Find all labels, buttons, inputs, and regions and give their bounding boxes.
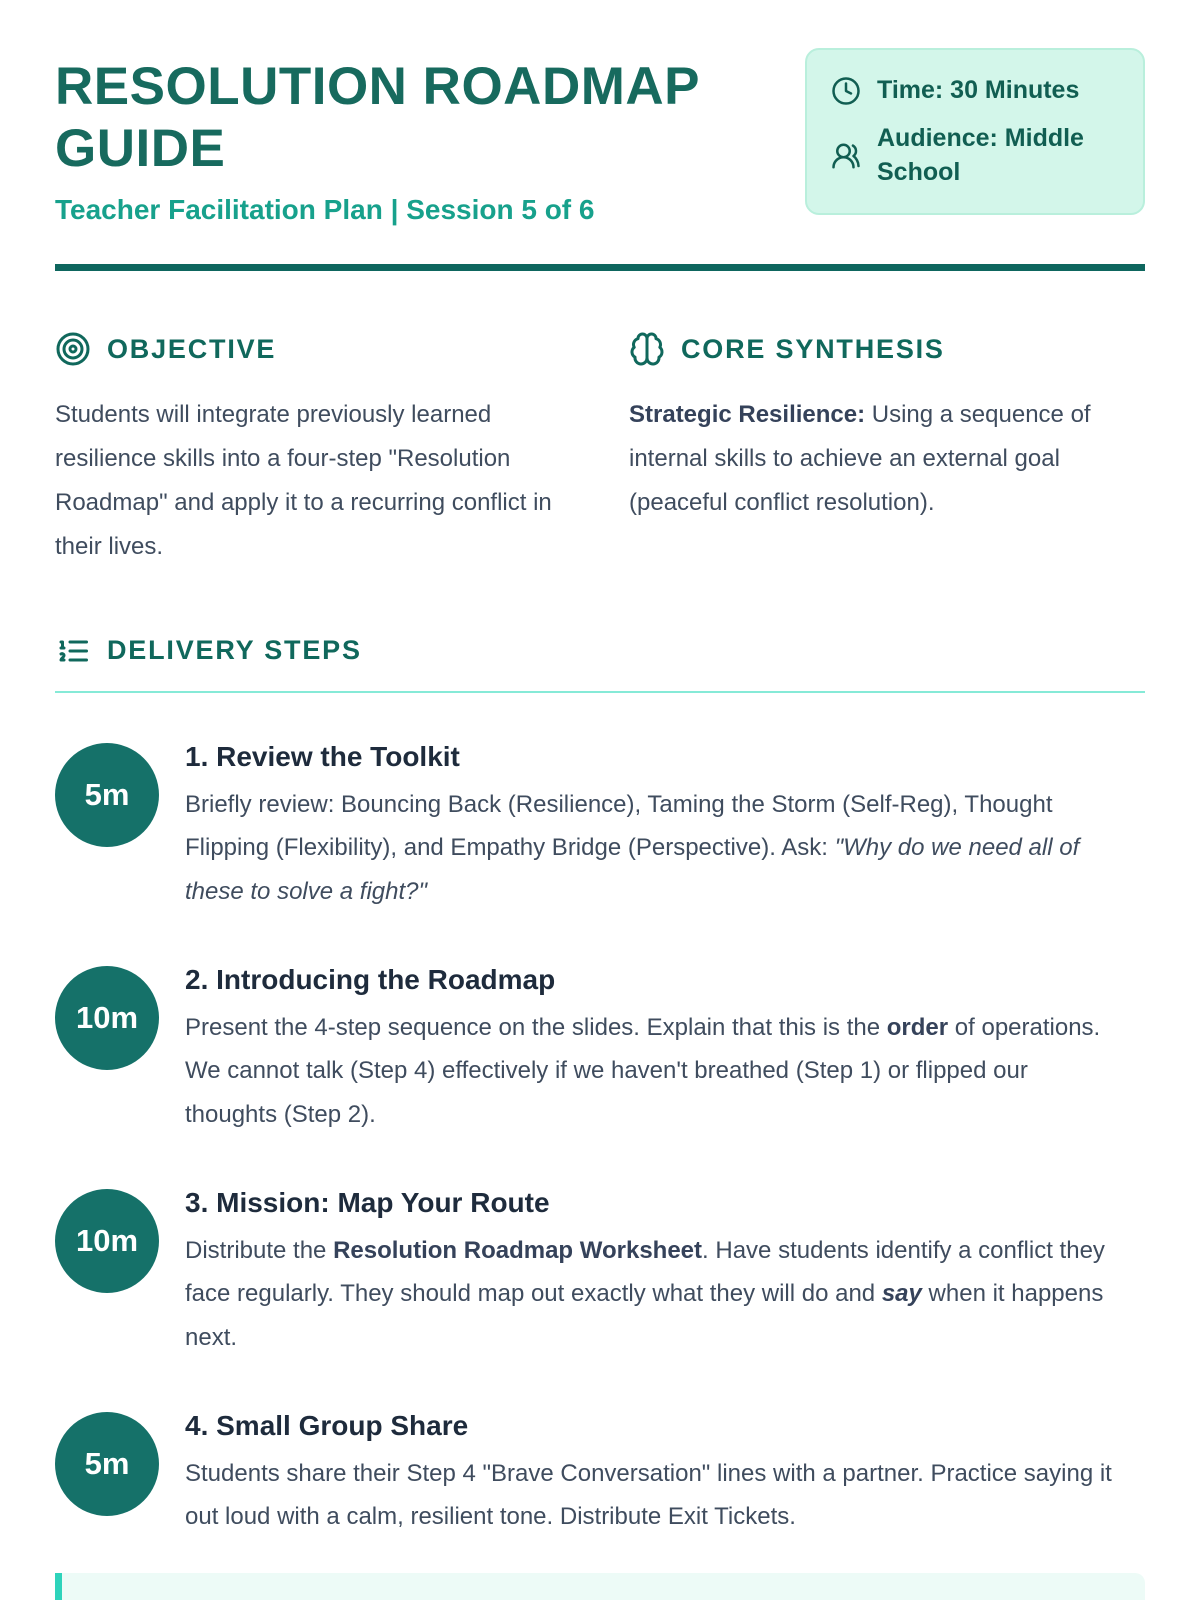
clock-icon: [831, 76, 861, 106]
delivery-step: [55, 1404, 1145, 1539]
time-label: Time: 30 Minutes: [877, 76, 1080, 104]
ordered-list-icon: [55, 633, 91, 669]
audience-row: [831, 122, 1119, 190]
header-title-block: [55, 46, 790, 226]
delivery-steps-list: [55, 735, 1145, 1539]
step-duration-badge: 5m: [55, 1412, 159, 1516]
delivery-steps-heading: [55, 633, 1145, 669]
step-duration-badge: 10m: [55, 966, 159, 1070]
objective-body: Students will integrate previously learned resilience skills into a four-step "Resolution Roadmap" and apply it to a recurring conflict in their lives.: [55, 401, 552, 560]
step-duration-badge: 5m: [55, 743, 159, 847]
step-content: [185, 1181, 1125, 1360]
core-synthesis-heading: [629, 331, 1145, 367]
core-synthesis-section: [629, 331, 1145, 569]
brain-icon: [629, 331, 665, 367]
step-title: 2. Introducing the Roadmap: [185, 963, 556, 995]
header-divider: [55, 264, 1145, 271]
objective-heading-label: OBJECTIVE: [107, 333, 277, 364]
step-content: [185, 958, 1125, 1137]
delivery-step: [55, 958, 1145, 1137]
core-synthesis-body: Strategic Resilience: Using a sequence of internal skills to achieve an external goal (peaceful conflict resolution).: [629, 401, 1091, 516]
users-icon: [831, 141, 861, 171]
audience-label: Audience: Middle School: [877, 123, 1084, 186]
step-description: Distribute the Resolution Roadmap Worksheet. Have students identify a conflict they face regularly. They should map out exactly what they will do and say when it happens next.: [185, 1236, 1105, 1351]
delivery-step: [55, 1181, 1145, 1360]
step-content: [185, 735, 1125, 914]
session-info-badge: [805, 48, 1145, 215]
time-row: [831, 74, 1119, 108]
target-icon: [55, 331, 91, 367]
page-title: RESOLUTION ROADMAP GUIDE: [55, 57, 700, 178]
step-description: Present the 4-step sequence on the slides. Explain that this is the order of operations. We cannot talk (Step 4) effectively if we haven't breathed (Step 1) or flipped our thoughts (Step 2).: [185, 1013, 1101, 1128]
step-title: 3. Mission: Map Your Route: [185, 1186, 550, 1218]
delivery-step: [55, 735, 1145, 914]
core-synthesis-heading-label: CORE SYNTHESIS: [681, 333, 945, 364]
step-title: 4. Small Group Share: [185, 1409, 469, 1441]
step-description: Students share their Step 4 "Brave Conversation" lines with a partner. Practice saying it out loud with a calm, resilient tone. Distribute Exit Tickets.: [185, 1459, 1112, 1531]
header: [55, 46, 1145, 226]
delivery-steps-divider: [55, 691, 1145, 693]
summary-columns: [55, 331, 1145, 569]
bottom-callout-partial: [55, 1573, 1145, 1600]
step-content: [185, 1404, 1125, 1539]
objective-section: [55, 331, 571, 569]
step-title: 1. Review the Toolkit: [185, 740, 460, 772]
delivery-steps-heading-label: DELIVERY STEPS: [107, 635, 362, 666]
step-description: Briefly review: Bouncing Back (Resilience), Taming the Storm (Self-Reg), Thought Flipping (Flexibility), and Empathy Bridge (Perspective). Ask: "Why do we need all of these to solve a fight?": [185, 790, 1080, 905]
objective-heading: [55, 331, 571, 367]
page-subtitle: Teacher Facilitation Plan | Session 5 of 6: [55, 194, 595, 225]
step-duration-badge: 10m: [55, 1189, 159, 1293]
